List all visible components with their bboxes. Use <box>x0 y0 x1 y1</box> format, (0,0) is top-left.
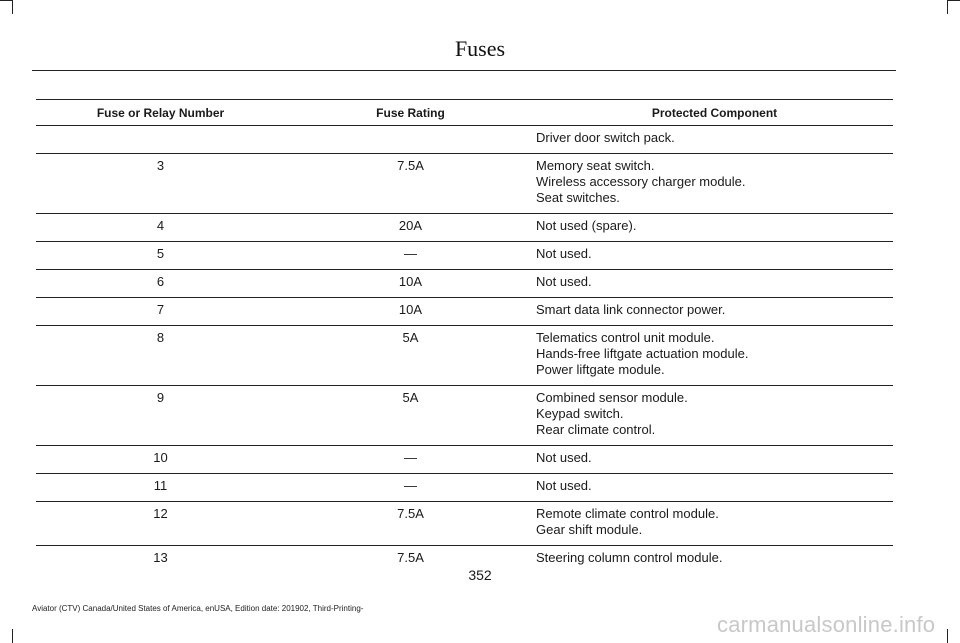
protected-component-line: Power liftgate module. <box>536 362 665 377</box>
protected-component-cell <box>536 154 893 214</box>
title-rule <box>32 70 896 71</box>
protected-component-cell <box>536 298 893 326</box>
protected-component-line: Driver door switch pack. <box>536 130 675 145</box>
crop-mark-bottom-right <box>947 629 948 643</box>
protected-component-line: Wireless accessory charger module. <box>536 174 746 189</box>
fuse-number-cell: 9 <box>36 386 285 446</box>
table-row <box>36 242 893 270</box>
table-row <box>36 154 893 214</box>
fuse-rating-cell: 5A <box>285 326 536 386</box>
fuse-table-body <box>36 126 893 574</box>
protected-component-cell <box>536 242 893 270</box>
fuse-number-cell: 12 <box>36 502 285 546</box>
crop-mark-top-right-v <box>947 0 948 14</box>
edition-footer: Aviator (CTV) Canada/United States of America, enUSA, Edition date: 201902, Third-Printing- <box>32 604 364 613</box>
fuse-rating-cell: — <box>285 474 536 502</box>
protected-component-line: Not used. <box>536 246 592 261</box>
fuse-number-cell: 13 <box>153 550 168 565</box>
crop-mark-top-left-v <box>12 0 13 14</box>
table-row <box>36 386 893 446</box>
table-row <box>36 474 893 502</box>
protected-component-cell <box>536 126 893 154</box>
fuse-table <box>36 99 893 573</box>
fuse-rating-cell: 10A <box>285 270 536 298</box>
protected-component-line: Combined sensor module. <box>536 390 688 405</box>
protected-component-line: Not used. <box>536 450 592 465</box>
table-row <box>36 326 893 386</box>
protected-component-line: Not used. <box>536 274 592 289</box>
table-header-row <box>36 100 893 126</box>
column-header-fuse-number: Fuse or Relay Number <box>36 100 285 126</box>
protected-component-cell <box>536 474 893 502</box>
fuse-rating-cell: 7.5A <box>285 154 536 214</box>
fuse-number-cell: 7 <box>36 298 285 326</box>
page-title: Fuses <box>454 36 506 61</box>
protected-component-cell <box>536 326 893 386</box>
table-row <box>36 126 893 154</box>
protected-component-line: Seat switches. <box>536 190 620 205</box>
protected-component-line: Gear shift module. <box>536 522 643 537</box>
column-header-protected-component: Protected Component <box>536 100 893 126</box>
fuse-number-cell: 6 <box>36 270 285 298</box>
protected-component-line: Steering column control module. <box>536 550 723 565</box>
protected-component-line: Rear climate control. <box>536 422 656 437</box>
protected-component-cell <box>536 270 893 298</box>
fuse-rating-cell: 7.5A <box>397 550 424 565</box>
column-header-fuse-rating: Fuse Rating <box>285 100 536 126</box>
protected-component-line: Telematics control unit module. <box>536 330 715 345</box>
protected-component-cell <box>536 386 893 446</box>
protected-component-line: Remote climate control module. <box>536 506 719 521</box>
protected-component-line: Smart data link connector power. <box>536 302 726 317</box>
fuse-number-cell: 4 <box>36 214 285 242</box>
table-row <box>36 270 893 298</box>
fuse-rating-cell: 10A <box>285 298 536 326</box>
fuse-rating-cell: 5A <box>285 386 536 446</box>
table-row <box>36 298 893 326</box>
table-row <box>36 446 893 474</box>
table-row <box>36 214 893 242</box>
fuse-rating-cell: — <box>285 446 536 474</box>
fuse-number-cell: 8 <box>36 326 285 386</box>
crop-mark-top-right <box>948 0 960 1</box>
watermark: carmanualsonline.info <box>717 612 936 637</box>
fuse-number-cell: 11 <box>36 474 285 502</box>
table-row <box>36 502 893 546</box>
fuse-rating-cell <box>285 126 536 154</box>
protected-component-cell <box>536 446 893 474</box>
crop-mark-bottom-left <box>12 629 13 643</box>
page-number: 352 <box>468 567 492 583</box>
fuse-number-cell: 5 <box>36 242 285 270</box>
fuse-number-cell: 10 <box>36 446 285 474</box>
fuse-rating-cell: — <box>285 242 536 270</box>
protected-component-line: Not used. <box>536 478 592 493</box>
fuse-number-cell: 3 <box>36 154 285 214</box>
protected-component-line: Keypad switch. <box>536 406 624 421</box>
crop-mark-top-left <box>0 0 12 1</box>
fuse-rating-cell: 20A <box>285 214 536 242</box>
fuse-rating-cell: 7.5A <box>285 502 536 546</box>
protected-component-line: Hands-free liftgate actuation module. <box>536 346 749 361</box>
fuse-number-cell <box>36 126 285 154</box>
protected-component-cell <box>536 502 893 546</box>
protected-component-cell <box>536 214 893 242</box>
protected-component-line: Memory seat switch. <box>536 158 655 173</box>
protected-component-line: Not used (spare). <box>536 218 637 233</box>
